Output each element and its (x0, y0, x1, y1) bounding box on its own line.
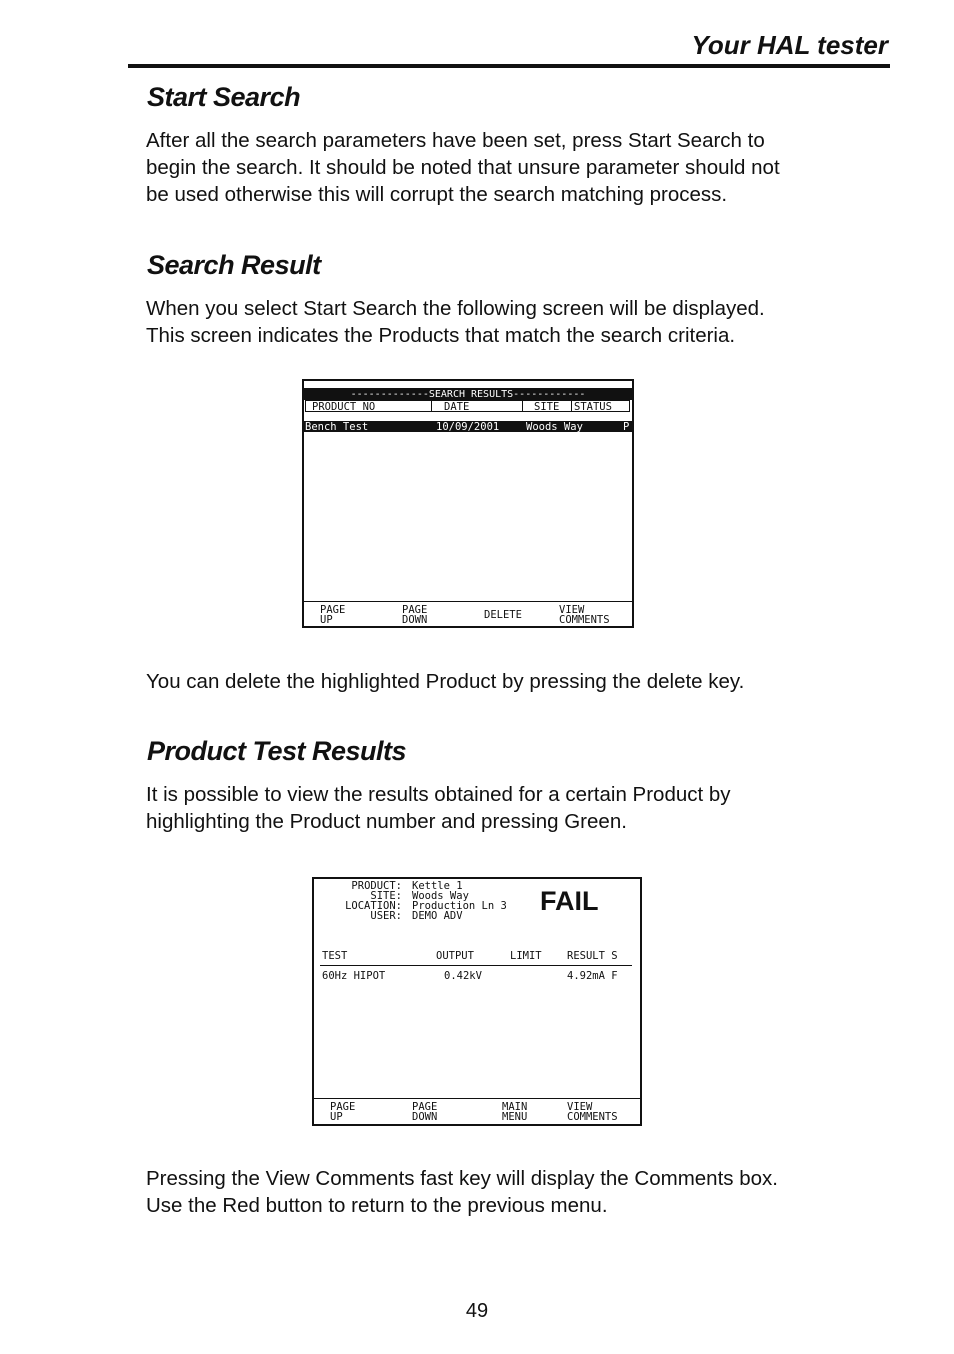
col-site-label: SITE (534, 401, 560, 413)
start-search-heading: Start Search (147, 82, 301, 112)
info-location-value: Production Ln 3 (412, 900, 507, 912)
info-user-value: DEMO ADV (412, 910, 463, 922)
start-search-line-3: be used otherwise this will corrupt the search matching process. (146, 183, 728, 206)
start-search-line-2: begin the search. It should be noted that unsure parameter should not (146, 156, 780, 179)
product-test-after-line-2: Use the Red button to return to the previous menu. (146, 1194, 608, 1217)
page-header-title: Your HAL tester (691, 30, 888, 60)
search-result-line-1: When you select Start Search the following screen will be displayed. (146, 297, 765, 320)
product-test-line-1: It is possible to view the results obtained for a certain Product by (146, 783, 731, 806)
key-delete[interactable]: DELETE (484, 609, 522, 621)
row-product: Bench Test (305, 421, 369, 433)
verdict-fail: FAIL (540, 886, 599, 916)
key-main-menu[interactable]: MAIN MENU (502, 1101, 528, 1123)
info-product-label: PRODUCT: (351, 880, 402, 892)
softkey-divider (314, 1098, 640, 1099)
header-rule (128, 64, 890, 68)
col-limit-label: LIMIT (510, 950, 542, 962)
product-test-after-line-1: Pressing the View Comments fast key will display the Comments box. (146, 1167, 778, 1190)
col-status-label: STATUS (574, 401, 612, 413)
softkey-divider (304, 601, 632, 602)
product-test-line-2: highlighting the Product number and pressing Green. (146, 810, 627, 833)
search-results-title: -------------SEARCH RESULTS------------ (350, 389, 586, 400)
search-results-screen (302, 379, 634, 628)
page-number: 49 (465, 1300, 489, 1322)
info-site-label: SITE: (370, 890, 402, 902)
key-view-comments[interactable]: VIEW COMMENTS (559, 604, 610, 626)
results-header-rule (320, 965, 632, 966)
product-test-results-heading: Product Test Results (147, 736, 407, 766)
key-page-down[interactable]: PAGE DOWN (412, 1101, 438, 1123)
row-output: 0.42kV (444, 970, 482, 982)
row-site: Woods Way (526, 421, 583, 433)
col-test-label: TEST (322, 950, 348, 962)
search-result-after: You can delete the highlighted Product by pressing the delete key. (146, 670, 745, 693)
info-product-value: Kettle 1 (412, 880, 463, 892)
col-output-label: OUTPUT (436, 950, 474, 962)
col-date-label: DATE (444, 401, 470, 413)
info-location-label: LOCATION: (345, 900, 402, 912)
row-test[interactable]: 60Hz HIPOT (322, 970, 386, 982)
row-date: 10/09/2001 (436, 421, 500, 433)
key-page-up[interactable]: PAGE UP (330, 1101, 356, 1123)
col-product-no-label: PRODUCT NO (312, 401, 376, 413)
start-search-line-1: After all the search parameters have been set, press Start Search to (146, 129, 765, 152)
row-status: P (623, 421, 630, 433)
row-result: 4.92mA F (567, 970, 618, 982)
product-results-screen (312, 877, 642, 1126)
info-user-label: USER: (370, 910, 402, 922)
key-page-down[interactable]: PAGE DOWN (402, 604, 428, 626)
key-page-up[interactable]: PAGE UP (320, 604, 346, 626)
search-result-heading: Search Result (147, 250, 321, 280)
info-site-value: Woods Way (412, 890, 469, 902)
col-result-label: RESULT S (567, 950, 618, 962)
key-view-comments[interactable]: VIEW COMMENTS (567, 1101, 618, 1123)
search-result-line-2: This screen indicates the Products that match the search criteria. (146, 324, 736, 347)
